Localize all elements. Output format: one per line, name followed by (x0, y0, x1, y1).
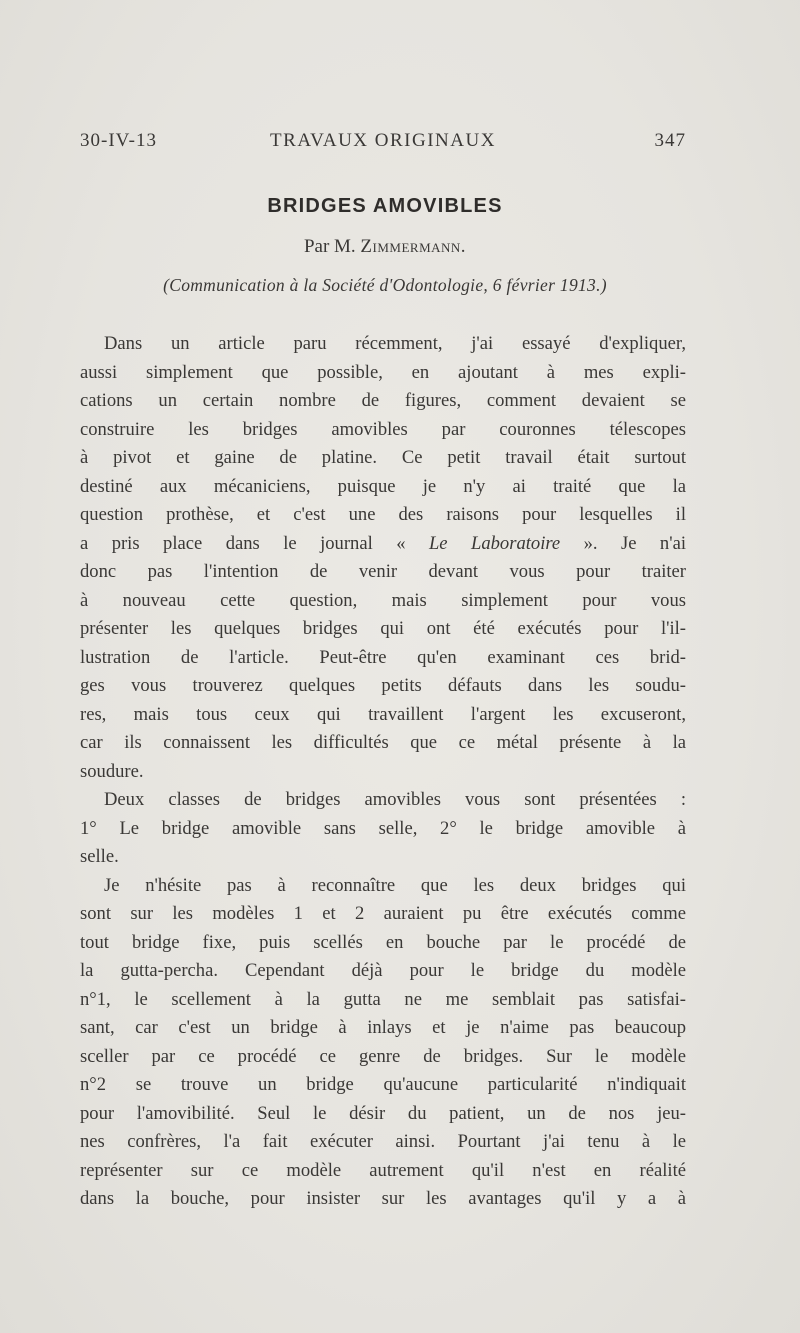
text-line: Dans un article paru récemment, j'ai essayé d'expliquer, (104, 333, 686, 354)
text-line: car ils connaissent les difficultés que ce métal présente à la (80, 732, 686, 753)
text-line: lustration de l'article. Peut-être qu'en examinant ces brid- (80, 646, 686, 668)
text-line: soudure. (80, 760, 144, 782)
text-line: tout bridge fixe, puis scellés en bouche par le procédé de (80, 931, 686, 953)
text-line: res, mais tous ceux qui travaillent l'argent les excuseront, (80, 703, 686, 725)
text-line: présenter les quelques bridges qui ont été exécutés pour l'il- (80, 618, 686, 639)
text-line: sant, car c'est un bridge à inlays et je n'aime pas beaucoup (80, 1017, 686, 1038)
running-head (80, 130, 686, 160)
text-line: construire les bridges amovibles par couronnes télescopes (80, 418, 686, 440)
text-line: ges vous trouverez quelques petits défauts dans les soudu- (80, 675, 686, 696)
text-line: la gutta-percha. Cependant déjà pour le bridge du modèle (80, 960, 686, 981)
text-line: aussi simplement que possible, en ajoutant à mes expli- (80, 361, 686, 383)
text-line (80, 530, 686, 559)
page-number: 347 (654, 130, 686, 151)
text-line: n°2 se trouve un bridge qu'aucune particularité n'indiquait (80, 1074, 686, 1095)
header-date: 30-IV-13 (80, 130, 157, 151)
text-line: représenter sur ce modèle autrement qu'il n'est en réalité (80, 1159, 686, 1181)
communication-note: (Communication à la Société d'Odontologie, 6 février 1913.) (163, 275, 607, 295)
text-line: destiné aux mécaniciens, puisque je n'y ai traité que la (80, 475, 686, 497)
text-line: à nouveau cette question, mais simplement pour vous (80, 589, 686, 611)
header-section: TRAVAUX ORIGINAUX (270, 130, 496, 151)
text-line: 1° Le bridge amovible sans selle, 2° le bridge amovible à (80, 817, 686, 839)
text-fragment: a pris place dans le journal « (80, 532, 429, 554)
text-line: n°1, le scellement à la gutta ne me semblait pas satisfai- (80, 988, 686, 1010)
text-line: cations un certain nombre de figures, comment devaient se (80, 390, 686, 411)
text-line: à pivot et gaine de platine. Ce petit travail était surtout (80, 447, 686, 468)
text-line: sont sur les modèles 1 et 2 auraient pu être exécutés comme (80, 903, 686, 924)
text-line: Deux classes de bridges amovibles vous sont présentées : (104, 789, 686, 810)
body-text (80, 330, 686, 1214)
text-line: question prothèse, et c'est une des raisons pour lesquelles il (80, 504, 686, 525)
text-line: sceller par ce procédé ce genre de bridges. Sur le modèle (80, 1045, 686, 1067)
text-line: selle. (80, 846, 119, 867)
text-line: pour l'amovibilité. Seul le désir du patient, un de nos jeu- (80, 1102, 686, 1124)
article-title: BRIDGES AMOVIBLES (267, 195, 503, 217)
text-line: Je n'hésite pas à reconnaître que les deux bridges qui (104, 874, 686, 896)
text-fragment: ». Je n'ai (560, 532, 686, 554)
byline-prefix: Par M. (303, 236, 356, 257)
author-name: Zimmermann. (360, 236, 467, 257)
text-line: donc pas l'intention de venir devant vous pour traiter (80, 561, 686, 582)
text-line: dans la bouche, pour insister sur les avantages qu'il y a à (80, 1188, 686, 1209)
text-line: nes confrères, l'a fait exécuter ainsi. Pourtant j'ai tenu à le (80, 1131, 686, 1152)
byline (0, 236, 770, 258)
journal-name: Le Laboratoire (428, 532, 561, 554)
